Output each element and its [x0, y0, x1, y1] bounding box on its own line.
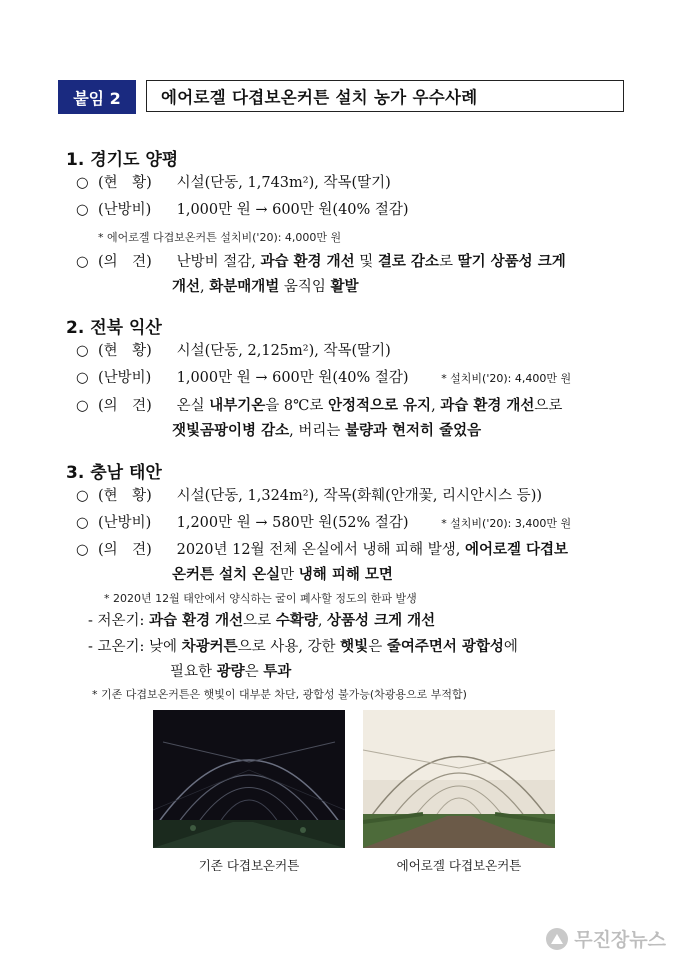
high-temp-effect-cont: 필요한 광량은 투과 [170, 663, 292, 680]
opinion-label: (의 견) [98, 542, 152, 558]
opinion-row-3: ○ (의 견) 2020년 12월 전체 온실에서 냉해 피해 발생, 에어로겔 다겹보 [76, 538, 568, 559]
opinion-line-2: 잿빛곰팡이병 감소, 버리는 불량과 현저히 줄었음 [172, 422, 482, 439]
low-temp-effect: - 저온기: 과습 환경 개선으로 수확량, 상품성 크게 개선 [88, 612, 436, 629]
attachment-header [58, 80, 624, 114]
opinion-row-1: ○ (의 견) 난방비 절감, 과습 환경 개선 및 결로 감소로 딸기 상품성 크게 [76, 250, 566, 271]
opinion-line-1: 2020년 12월 전체 온실에서 냉해 피해 발생, 에어로겔 다겹보 [176, 541, 569, 558]
status-label: (현 황) [98, 343, 152, 359]
install-cost-note-1: * 에어로겔 다겹보온커튼 설치비('20): 4,000만 원 [98, 231, 342, 244]
status-row-2: ○ (현 황) 시설(단동, 2,125m²), 작목(딸기) [76, 339, 391, 360]
heating-value: 1,200만 원 → 580만 원(52% 절감) [176, 515, 409, 531]
aerogel-curtain-photo [363, 710, 555, 848]
section-title-1: 1. 경기도 양평 [66, 150, 179, 170]
existing-curtain-note: * 기존 다겹보온커튼은 햇빛이 대부분 차단, 광합성 불가능(차광용으로 부적합) [92, 688, 467, 701]
status-value: 시설(단동, 1,743m²), 작목(딸기) [176, 175, 391, 191]
heating-value: 1,000만 원 → 600만 원(40% 절감) [176, 370, 409, 386]
install-cost-note-3: * 설치비('20): 3,400만 원 [441, 517, 572, 530]
opinion-row-2: ○ (의 견) 온실 내부기온을 8℃로 안정적으로 유지, 과습 환경 개선으로 [76, 394, 562, 415]
high-temp-effect: - 고온기: 낮에 차광커튼으로 사용, 강한 햇빛은 줄여주면서 광합성에 [88, 638, 518, 655]
cold-wave-note: * 2020년 12월 태안에서 양식하는 굴이 폐사할 정도의 한파 발생 [104, 592, 417, 605]
existing-curtain-photo [153, 710, 345, 848]
heating-label: (난방비) [98, 370, 152, 386]
watermark-logo-icon [546, 928, 568, 950]
status-row-3: ○ (현 황) 시설(단동, 1,324m²), 작목(화훼(안개꽃, 리시안시스 등)) [76, 484, 542, 505]
heating-label: (난방비) [98, 202, 152, 218]
heating-value: 1,000만 원 → 600만 원(40% 절감) [176, 202, 409, 218]
opinion-line-1: 온실 내부기온을 8℃로 안정적으로 유지, 과습 환경 개선으로 [176, 397, 563, 414]
news-watermark [546, 925, 666, 952]
opinion-label: (의 견) [98, 398, 152, 414]
heating-row-1: ○ (난방비) 1,000만 원 → 600만 원(40% 절감) [76, 198, 409, 219]
section-title-2: 2. 전북 익산 [66, 318, 162, 338]
opinion-line-1: 난방비 절감, 과습 환경 개선 및 결로 감소로 딸기 상품성 크게 [176, 253, 566, 270]
opinion-label: (의 견) [98, 254, 152, 270]
status-label: (현 황) [98, 175, 152, 191]
attachment-badge: 붙임 2 [58, 80, 136, 114]
existing-curtain-caption: 기존 다겹보온커튼 [198, 858, 300, 873]
watermark-text: 무진장뉴스 [574, 929, 666, 951]
status-label: (현 황) [98, 488, 152, 504]
status-value: 시설(단동, 2,125m²), 작목(딸기) [176, 343, 391, 359]
opinion-line-2: 개선, 화분매개벌 움직임 활발 [172, 278, 359, 295]
status-row-1: ○ (현 황) 시설(단동, 1,743m²), 작목(딸기) [76, 171, 391, 192]
document-title: 에어로겔 다겹보온커튼 설치 농가 우수사례 [146, 80, 624, 112]
opinion-line-2: 온커튼 설치 온실만 냉해 피해 모면 [172, 566, 393, 583]
install-cost-note-2: * 설치비('20): 4,400만 원 [441, 372, 572, 385]
status-value: 시설(단동, 1,324m²), 작목(화훼(안개꽃, 리시안시스 등)) [176, 488, 543, 504]
heating-row-2: ○ (난방비) 1,000만 원 → 600만 원(40% 절감) * 설치비('20): 4,400만 원 [76, 366, 571, 387]
aerogel-curtain-caption: 에어로겔 다겹보온커튼 [396, 858, 522, 873]
section-title-3: 3. 충남 태안 [66, 463, 162, 483]
heating-row-3: ○ (난방비) 1,200만 원 → 580만 원(52% 절감) * 설치비('20): 3,400만 원 [76, 511, 571, 532]
heating-label: (난방비) [98, 515, 152, 531]
